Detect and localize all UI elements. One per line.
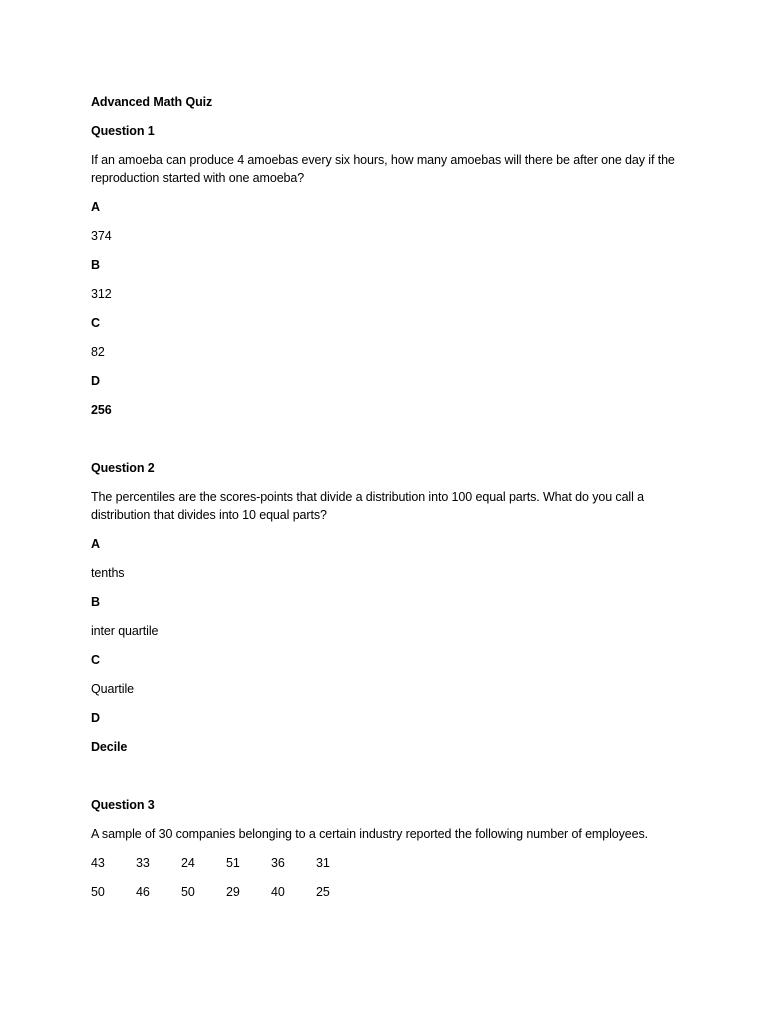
data-cell: 31 <box>316 856 330 870</box>
data-cell: 33 <box>136 856 150 870</box>
document-title: Advanced Math Quiz <box>91 95 213 109</box>
question-2-option-d-answer: Decile <box>91 740 128 754</box>
question-2-option-b-answer: inter quartile <box>91 624 159 638</box>
data-row <box>91 854 691 872</box>
question-2-option-c-answer: Quartile <box>91 682 134 696</box>
question-1-option-c-answer: 82 <box>91 345 105 359</box>
data-cell: 43 <box>91 856 105 870</box>
data-cell: 29 <box>226 885 240 899</box>
question-2-option-b-letter: B <box>91 595 100 609</box>
data-cell: 25 <box>316 885 330 899</box>
data-cell: 40 <box>271 885 285 899</box>
question-1-option-d-letter: D <box>91 374 100 388</box>
question-1-option-b-answer: 312 <box>91 287 112 301</box>
question-1-option-a-letter: A <box>91 200 100 214</box>
question-2-option-c-letter: C <box>91 653 100 667</box>
question-3-heading: Question 3 <box>91 798 155 812</box>
data-cell: 50 <box>91 885 105 899</box>
data-cell: 46 <box>136 885 150 899</box>
question-1-heading: Question 1 <box>91 124 155 138</box>
question-2-option-a-answer: tenths <box>91 566 125 580</box>
question-2-option-d-letter: D <box>91 711 100 725</box>
data-cell: 51 <box>226 856 240 870</box>
question-1-text: If an amoeba can produce 4 amoebas every six hours, how many amoebas will there be after one day if the reproduction started with one amoeba? <box>91 153 675 185</box>
question-1-option-d-answer: 256 <box>91 403 112 417</box>
data-cell: 50 <box>181 885 195 899</box>
question-1-option-c-letter: C <box>91 316 100 330</box>
question-3-text: A sample of 30 companies belonging to a certain industry reported the following number of employees. <box>91 827 648 841</box>
question-2-heading: Question 2 <box>91 461 155 475</box>
data-row <box>91 883 691 901</box>
document-page <box>91 93 691 901</box>
data-cell: 36 <box>271 856 285 870</box>
question-1-option-b-letter: B <box>91 258 100 272</box>
question-2-text: The percentiles are the scores-points that divide a distribution into 100 equal parts. What do you call a distribution that divides into 10 equal parts? <box>91 490 645 522</box>
question-2-option-a-letter: A <box>91 537 100 551</box>
question-1-option-a-answer: 374 <box>91 229 112 243</box>
data-cell: 24 <box>181 856 195 870</box>
